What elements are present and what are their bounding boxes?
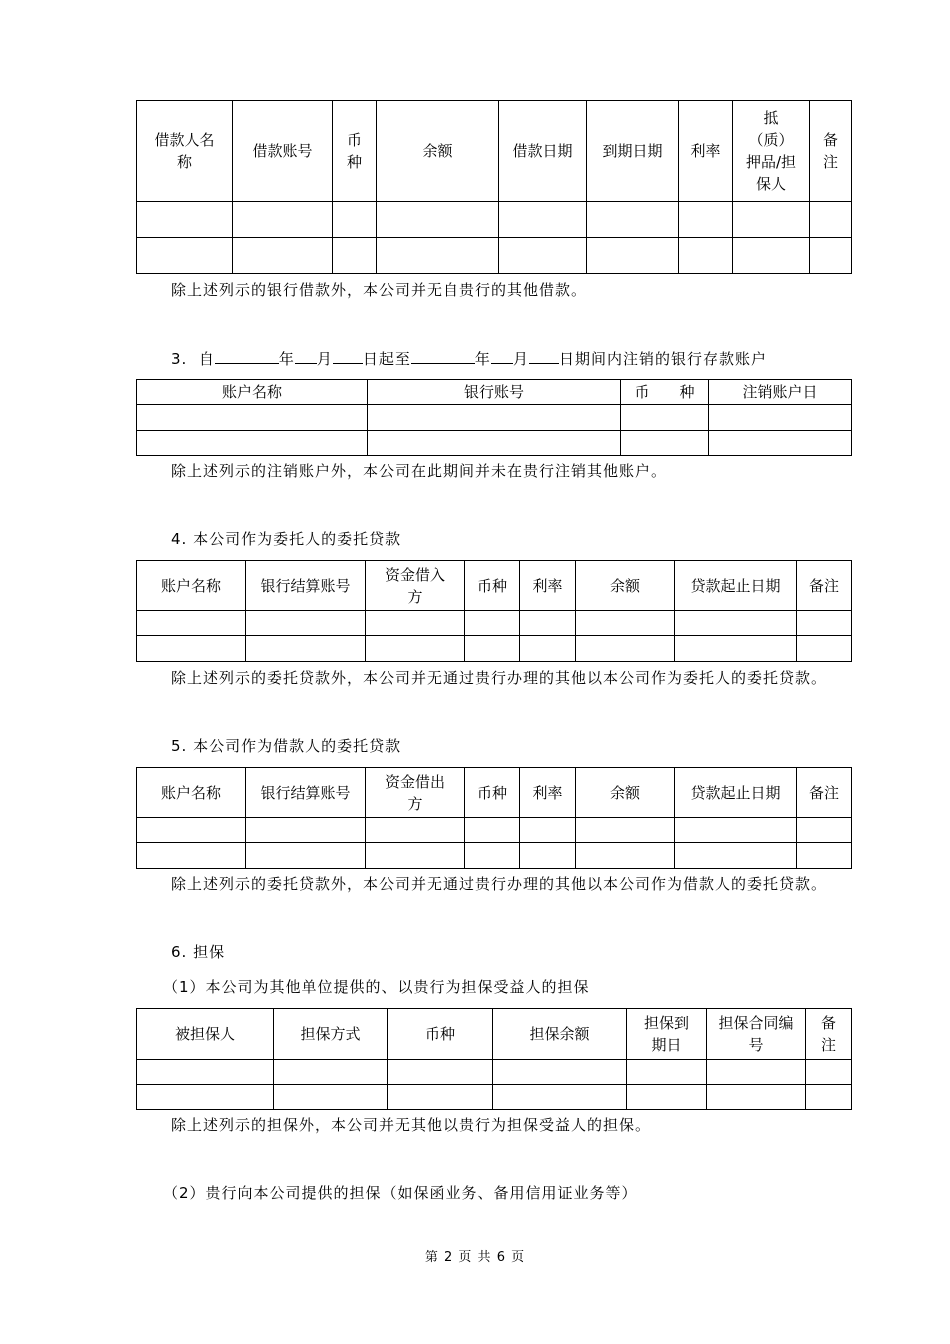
header-cell: 银行结算账号: [246, 561, 366, 611]
table-header-row: [137, 768, 852, 818]
guarantees-note: 除上述列示的担保外，本公司并无其他以贵行为担保受益人的担保。: [171, 1116, 652, 1134]
guarantees-table: [136, 1008, 852, 1110]
header-cell: 币种: [465, 768, 520, 818]
closed-accounts-table: [136, 379, 852, 456]
header-cell: 银行账号: [368, 380, 621, 405]
section5-note: 除上述列示的委托贷款外，本公司并无通过贵行办理的其他以本公司作为借款人的委托贷款。: [171, 875, 828, 893]
header-cell: 余额: [377, 101, 499, 202]
loans-table: [136, 100, 852, 274]
header-cell: 币种: [388, 1009, 493, 1060]
header-cell: 账户名称: [137, 380, 368, 405]
header-cell: 币 种: [621, 380, 709, 405]
header-cell: 担保合同编 号: [707, 1009, 806, 1060]
section4-heading: 4. 本公司作为委托人的委托贷款: [171, 530, 402, 548]
header-cell: 余额: [576, 561, 675, 611]
header-cell: 备注: [797, 561, 852, 611]
header-cell: 被担保人: [137, 1009, 274, 1060]
header-cell: 贷款起止日期: [675, 561, 797, 611]
header-cell: 币 种: [333, 101, 377, 202]
header-cell: 账户名称: [137, 768, 246, 818]
section5-heading: 5. 本公司作为借款人的委托贷款: [171, 737, 402, 755]
entrusted-loans-as-borrower-table: [136, 767, 852, 869]
section6-sub1: （1）本公司为其他单位提供的、以贵行为担保受益人的担保: [163, 978, 590, 996]
table-row: [137, 636, 852, 662]
header-cell: 备 注: [806, 1009, 852, 1060]
header-cell: 资金借入 方: [366, 561, 465, 611]
header-cell: 借款人名 称: [137, 101, 233, 202]
loans-note: 除上述列示的银行借款外，本公司并无自贵行的其他借款。: [171, 281, 588, 299]
table-row: [137, 611, 852, 636]
closed-accounts-note: 除上述列示的注销账户外，本公司在此期间并未在贵行注销其他账户。: [171, 462, 668, 480]
section6-heading: 6. 担保: [171, 943, 226, 961]
table-row: [137, 818, 852, 843]
table-header-row: [137, 1009, 852, 1060]
table-row: [137, 202, 852, 238]
header-cell: 借款账号: [233, 101, 333, 202]
table-row: [137, 1060, 852, 1085]
header-cell: 担保方式: [274, 1009, 388, 1060]
section3-heading: 3. 自 年 月 日起至 年 月 日期间内注销的银行存款账户: [171, 347, 767, 369]
header-cell: 借款日期: [499, 101, 587, 202]
header-cell: 账户名称: [137, 561, 246, 611]
header-cell: 担保余额: [493, 1009, 627, 1060]
header-cell: 担保到 期日: [627, 1009, 707, 1060]
header-cell: 贷款起止日期: [675, 768, 797, 818]
section4-note: 除上述列示的委托贷款外，本公司并无通过贵行办理的其他以本公司作为委托人的委托贷款。: [171, 669, 828, 687]
header-cell: 资金借出 方: [366, 768, 465, 818]
header-cell: 备注: [797, 768, 852, 818]
table-row: [137, 405, 852, 431]
header-cell: 备 注: [810, 101, 852, 202]
header-cell: 利率: [520, 768, 576, 818]
entrusted-loans-as-principal-table: [136, 560, 852, 662]
header-cell: 到期日期: [587, 101, 679, 202]
header-cell: 银行结算账号: [246, 768, 366, 818]
header-cell: 余额: [576, 768, 675, 818]
table-header-row: [137, 561, 852, 611]
loans-header-row: [137, 101, 852, 202]
header-cell: 抵 （质） 押品/担 保人: [733, 101, 810, 202]
header-cell: 利率: [520, 561, 576, 611]
table-row: [137, 1085, 852, 1110]
table-header-row: [137, 380, 852, 405]
page-footer: 第 2 页 共 6 页: [424, 1250, 526, 1265]
table-row: [137, 843, 852, 869]
section6-sub2: （2）贵行向本公司提供的担保（如保函业务、备用信用证业务等）: [163, 1184, 638, 1202]
header-cell: 注销账户日: [709, 380, 852, 405]
header-cell: 利率: [679, 101, 733, 202]
table-row: [137, 238, 852, 274]
header-cell: 币种: [465, 561, 520, 611]
table-row: [137, 431, 852, 456]
